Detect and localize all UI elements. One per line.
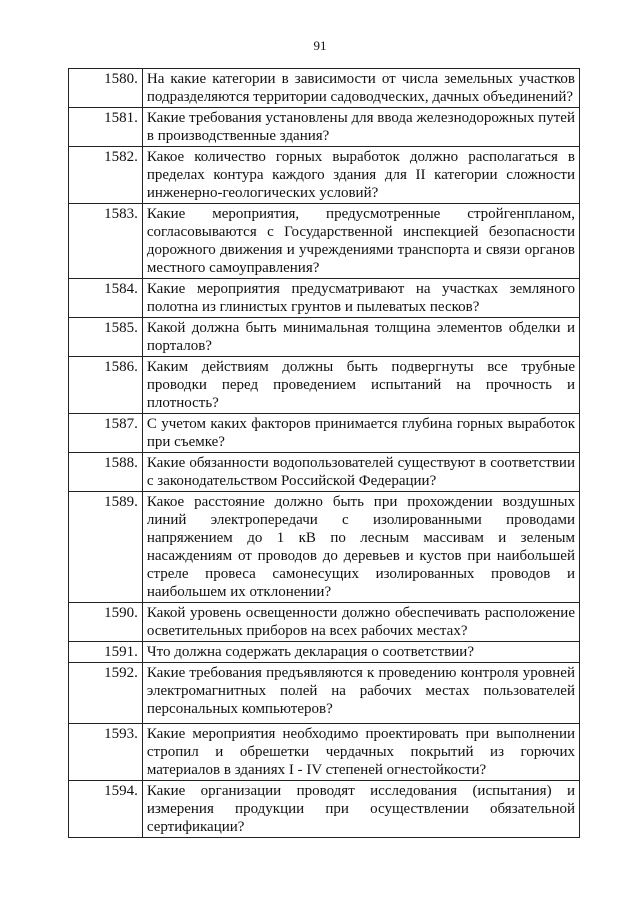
table-row [69, 603, 580, 642]
question-text: Какие мероприятия необходимо проектировать при выполнении стропил и обрешетки чердачных покрытий из горючих материалов в зданиях I - IV степеней огнестойкости? [142, 724, 579, 781]
question-text: Какие требования установлены для ввода железнодорожных путей в производственные здания? [142, 108, 579, 147]
question-text: Какие мероприятия предусматривают на участках земляного полотна из глинистых грунтов и пылеватых песков? [142, 279, 579, 318]
question-text: Какое количество горных выработок должно располагаться в пределах контура каждого здания для II категории сложности инженерно-геологических условий? [142, 147, 579, 204]
question-text: Какие мероприятия, предусмотренные стройгенпланом, согласовываются с Государственной инспекцией безопасности дорожного движения и учреждениями транспорта и связи органов местного самоуправления? [142, 204, 579, 279]
question-number: 1589. [69, 492, 143, 603]
table-row [69, 318, 580, 357]
question-number: 1587. [69, 414, 143, 453]
table-row [69, 724, 580, 781]
question-number: 1594. [69, 781, 143, 838]
page-number: 91 [313, 38, 327, 53]
question-number: 1586. [69, 357, 143, 414]
question-number: 1593. [69, 724, 143, 781]
question-number: 1582. [69, 147, 143, 204]
question-number: 1583. [69, 204, 143, 279]
question-number: 1580. [69, 69, 143, 108]
question-text: Какие организации проводят исследования (испытания) и измерения продукции при осуществлении обязательной сертификации? [142, 781, 579, 838]
table-row [69, 663, 580, 724]
table-row [69, 108, 580, 147]
question-number: 1588. [69, 453, 143, 492]
table-row [69, 204, 580, 279]
table-row [69, 781, 580, 838]
questions-table [68, 68, 580, 838]
table-row [69, 453, 580, 492]
question-number: 1581. [69, 108, 143, 147]
table-row [69, 492, 580, 603]
question-number: 1592. [69, 663, 143, 724]
table-row [69, 414, 580, 453]
question-text: Каким действиям должны быть подвергнуты все трубные проводки перед проведением испытаний на прочность и плотность? [142, 357, 579, 414]
question-text: На какие категории в зависимости от числа земельных участков подразделяются территории садоводческих, дачных объединений? [142, 69, 579, 108]
table-row [69, 642, 580, 663]
table-row [69, 69, 580, 108]
question-number: 1585. [69, 318, 143, 357]
question-number: 1584. [69, 279, 143, 318]
question-text: Что должна содержать декларация о соответствии? [142, 642, 579, 663]
question-number: 1591. [69, 642, 143, 663]
question-text: С учетом каких факторов принимается глубина горных выработок при съемке? [142, 414, 579, 453]
question-text: Какой должна быть минимальная толщина элементов обделки и порталов? [142, 318, 579, 357]
table-row [69, 279, 580, 318]
question-text: Какой уровень освещенности должно обеспечивать расположение осветительных приборов на всех рабочих местах? [142, 603, 579, 642]
question-text: Какое расстояние должно быть при прохождении воздушных линий электропередачи с изолированными проводами напряжением до 1 кВ по лесным массивам и зеленым насаждениям от проводов до деревьев и кустов при наибольшей стреле провеса самонесущих изолированных проводов и наибольшем их отклонении? [142, 492, 579, 603]
question-text: Какие требования предъявляются к проведению контроля уровней электромагнитных полей на рабочих местах пользователей персональных компьютеров? [142, 663, 579, 724]
question-number: 1590. [69, 603, 143, 642]
table-row [69, 357, 580, 414]
table-row [69, 147, 580, 204]
question-text: Какие обязанности водопользователей существуют в соответствии с законодательством Российской Федерации? [142, 453, 579, 492]
